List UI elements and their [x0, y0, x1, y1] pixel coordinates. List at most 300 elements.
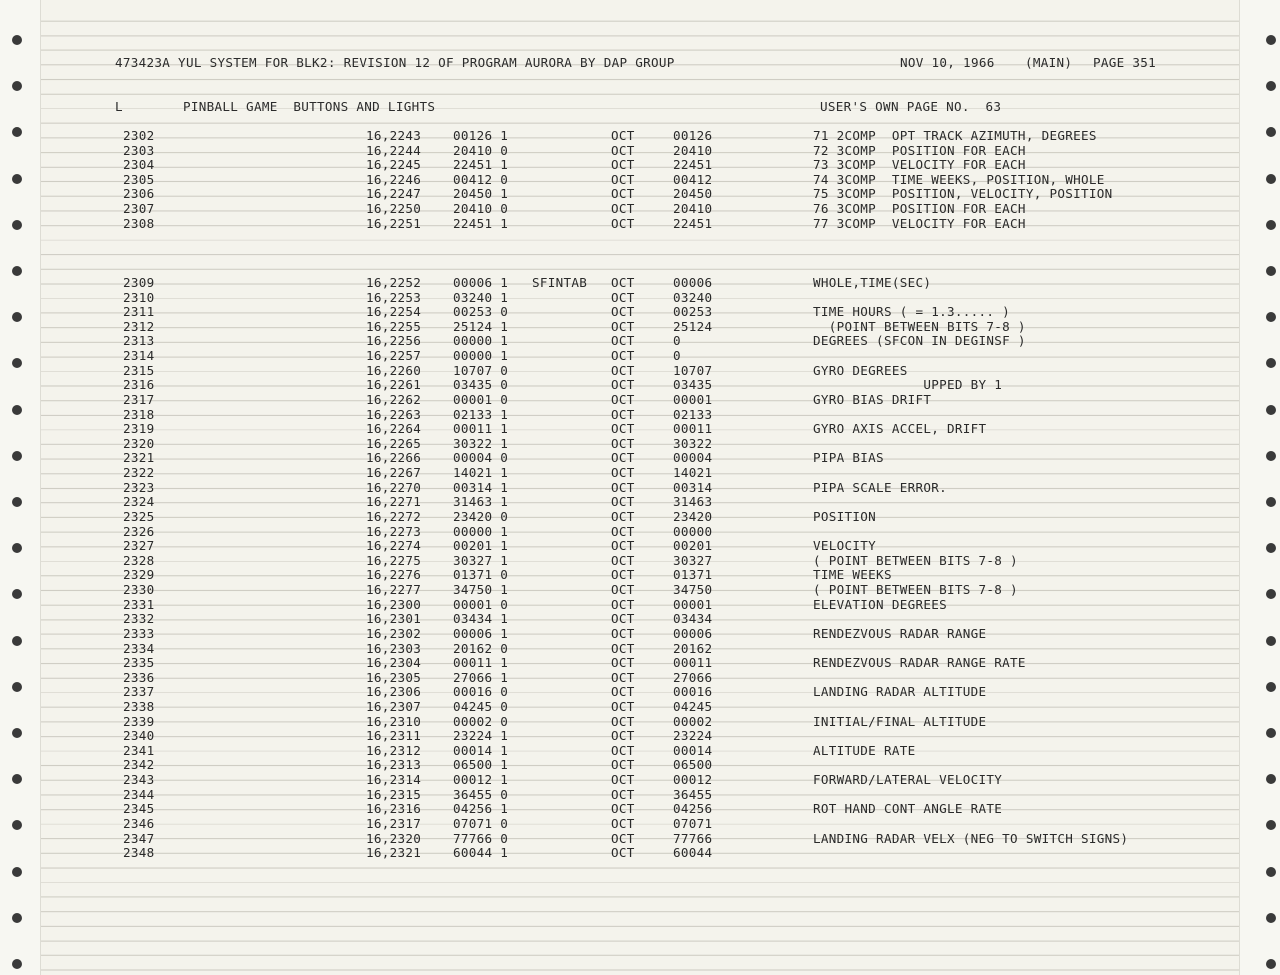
operand-value: 00126 — [673, 128, 713, 143]
listing-row — [0, 291, 1280, 306]
listing-row — [0, 802, 1280, 817]
opcode: OCT — [611, 406, 635, 422]
line-number: 2343 — [123, 772, 155, 788]
listing-row — [0, 217, 1280, 232]
octal-word: 20450 1 — [453, 186, 509, 202]
address: 16,2271 — [366, 494, 422, 510]
opcode: OCT — [611, 128, 635, 143]
line-number: 2318 — [123, 406, 155, 422]
octal-word: 00000 1 — [453, 333, 509, 349]
address: 16,2256 — [366, 333, 422, 349]
opcode: OCT — [611, 275, 635, 290]
opcode: OCT — [611, 333, 635, 349]
section-title: PINBALL GAME BUTTONS AND LIGHTS — [183, 99, 436, 114]
address: 16,2260 — [366, 362, 422, 378]
line-number: 2334 — [123, 640, 155, 656]
line-number: 2330 — [123, 582, 155, 598]
line-number: 2322 — [123, 465, 155, 481]
address: 16,2274 — [366, 538, 422, 554]
address: 16,2320 — [366, 830, 422, 846]
opcode: OCT — [611, 596, 635, 612]
opcode: OCT — [611, 625, 635, 641]
right-sprocket-hole — [1266, 682, 1276, 692]
address: 16,2273 — [366, 523, 422, 539]
address: 16,2243 — [366, 128, 422, 143]
left-sprocket-hole — [12, 959, 22, 969]
line-number: 2312 — [123, 318, 155, 334]
header-page: PAGE 351 — [1093, 55, 1157, 70]
line-number: 2345 — [123, 801, 155, 817]
comment-text: 73 3COMP VELOCITY FOR EACH — [813, 157, 1026, 173]
operand-value: 00001 — [673, 391, 713, 407]
octal-word: 30322 1 — [453, 435, 509, 451]
comment-text: VELOCITY — [813, 538, 877, 554]
octal-word: 00253 0 — [453, 304, 509, 320]
line-number: 2348 — [123, 845, 155, 861]
operand-value: 34750 — [673, 582, 713, 598]
comment-text: LANDING RADAR VELX (NEG TO SWITCH SIGNS) — [813, 830, 1129, 846]
left-sprocket-hole — [12, 266, 22, 276]
operand-value: 23420 — [673, 508, 713, 524]
listing-row — [0, 583, 1280, 598]
octal-word: 00011 1 — [453, 421, 509, 437]
comment-text: RENDEZVOUS RADAR RANGE RATE — [813, 655, 1026, 671]
listing-row — [0, 539, 1280, 554]
comment-text: ELEVATION DEGREES — [813, 596, 947, 612]
line-number: 2338 — [123, 698, 155, 714]
octal-word: 04245 0 — [453, 698, 509, 714]
listing-row — [0, 408, 1280, 423]
listing-row — [0, 744, 1280, 759]
line-number: 2305 — [123, 171, 155, 187]
listing-row — [0, 393, 1280, 408]
comment-text: ( POINT BETWEEN BITS 7-8 ) — [813, 582, 1018, 598]
opcode: OCT — [611, 845, 635, 861]
right-sprocket-hole — [1266, 913, 1276, 923]
opcode: OCT — [611, 538, 635, 554]
right-sprocket-hole — [1266, 959, 1276, 969]
comment-text: GYRO BIAS DRIFT — [813, 391, 932, 407]
listing-row — [0, 378, 1280, 393]
octal-word: 04256 1 — [453, 801, 509, 817]
octal-word: 06500 1 — [453, 757, 509, 773]
listing-row — [0, 422, 1280, 437]
address: 16,2267 — [366, 465, 422, 481]
operand-value: 60044 — [673, 845, 713, 861]
operand-value: 00011 — [673, 421, 713, 437]
line-number: 2324 — [123, 494, 155, 510]
line-number: 2336 — [123, 669, 155, 685]
operand-value: 00000 — [673, 523, 713, 539]
listing-row — [0, 525, 1280, 540]
listing-row — [0, 349, 1280, 364]
section-marker: L — [115, 99, 123, 114]
comment-text: UPPED BY 1 — [813, 377, 1003, 393]
operand-value: 31463 — [673, 494, 713, 510]
address: 16,2251 — [366, 215, 422, 231]
opcode: OCT — [611, 830, 635, 846]
listing-row — [0, 773, 1280, 788]
line-number: 2310 — [123, 289, 155, 305]
octal-word: 22451 1 — [453, 215, 509, 231]
line-number: 2323 — [123, 479, 155, 495]
left-sprocket-hole — [12, 220, 22, 230]
opcode: OCT — [611, 318, 635, 334]
comment-text: ALTITUDE RATE — [813, 742, 916, 758]
opcode: OCT — [611, 362, 635, 378]
listing-row — [0, 715, 1280, 730]
listing-row — [0, 276, 1280, 291]
octal-word: 00006 1 — [453, 275, 509, 290]
opcode: OCT — [611, 728, 635, 744]
address: 16,2312 — [366, 742, 422, 758]
operand-value: 30327 — [673, 552, 713, 568]
address: 16,2313 — [366, 757, 422, 773]
octal-word: 07071 0 — [453, 815, 509, 831]
line-number: 2304 — [123, 157, 155, 173]
listing-row — [0, 642, 1280, 657]
operand-value: 00011 — [673, 655, 713, 671]
octal-word: 00016 0 — [453, 684, 509, 700]
line-number: 2328 — [123, 552, 155, 568]
address: 16,2272 — [366, 508, 422, 524]
address: 16,2253 — [366, 289, 422, 305]
address: 16,2307 — [366, 698, 422, 714]
address: 16,2303 — [366, 640, 422, 656]
comment-text: FORWARD/LATERAL VELOCITY — [813, 772, 1003, 788]
octal-word: 03240 1 — [453, 289, 509, 305]
opcode: OCT — [611, 391, 635, 407]
octal-word: 00006 1 — [453, 625, 509, 641]
line-number: 2340 — [123, 728, 155, 744]
opcode: OCT — [611, 215, 635, 231]
octal-word: 20410 0 — [453, 142, 509, 158]
line-number: 2331 — [123, 596, 155, 612]
opcode: OCT — [611, 655, 635, 671]
address: 16,2301 — [366, 611, 422, 627]
opcode: OCT — [611, 801, 635, 817]
comment-text: DEGREES (SFCON IN DEGINSF ) — [813, 333, 1026, 349]
opcode: OCT — [611, 450, 635, 466]
left-sprocket-hole — [12, 35, 22, 45]
left-sprocket-hole — [12, 867, 22, 877]
comment-text: 72 3COMP POSITION FOR EACH — [813, 142, 1026, 158]
opcode: OCT — [611, 289, 635, 305]
comment-text: 75 3COMP POSITION, VELOCITY, POSITION — [813, 186, 1113, 202]
operand-value: 03435 — [673, 377, 713, 393]
right-sprocket-hole — [1266, 636, 1276, 646]
octal-word: 10707 0 — [453, 362, 509, 378]
opcode: OCT — [611, 815, 635, 831]
address: 16,2275 — [366, 552, 422, 568]
opcode: OCT — [611, 479, 635, 495]
operand-value: 0 — [673, 333, 681, 349]
operand-value: 00001 — [673, 596, 713, 612]
operand-value: 00012 — [673, 772, 713, 788]
listing-row — [0, 612, 1280, 627]
listing-row — [0, 495, 1280, 510]
address: 16,2254 — [366, 304, 422, 320]
line-number: 2302 — [123, 128, 155, 143]
header-date: NOV 10, 1966 — [900, 55, 995, 70]
comment-text: RENDEZVOUS RADAR RANGE — [813, 625, 987, 641]
listing-row — [0, 158, 1280, 173]
opcode: OCT — [611, 508, 635, 524]
operand-value: 00006 — [673, 275, 713, 290]
octal-word: 00412 0 — [453, 171, 509, 187]
left-sprocket-hole — [12, 682, 22, 692]
address: 16,2306 — [366, 684, 422, 700]
comment-text: POSITION — [813, 508, 877, 524]
line-number: 2316 — [123, 377, 155, 393]
operand-value: 22451 — [673, 157, 713, 173]
operand-value: 00201 — [673, 538, 713, 554]
opcode: OCT — [611, 171, 635, 187]
listing-row — [0, 510, 1280, 525]
address: 16,2247 — [366, 186, 422, 202]
listing-row — [0, 364, 1280, 379]
address: 16,2265 — [366, 435, 422, 451]
right-sprocket-hole — [1266, 405, 1276, 415]
opcode: OCT — [611, 304, 635, 320]
address: 16,2304 — [366, 655, 422, 671]
line-number: 2342 — [123, 757, 155, 773]
address: 16,2250 — [366, 201, 422, 217]
address: 16,2263 — [366, 406, 422, 422]
right-sprocket-hole — [1266, 35, 1276, 45]
address: 16,2315 — [366, 786, 422, 802]
right-sprocket-hole — [1266, 266, 1276, 276]
comment-text: TIME WEEKS — [813, 567, 892, 583]
operand-value: 04245 — [673, 698, 713, 714]
opcode: OCT — [611, 684, 635, 700]
users-page-number: USER'S OWN PAGE NO. 63 — [820, 99, 1002, 114]
operand-value: 03434 — [673, 611, 713, 627]
opcode: OCT — [611, 142, 635, 158]
operand-value: 20162 — [673, 640, 713, 656]
operand-value: 25124 — [673, 318, 713, 334]
line-number: 2303 — [123, 142, 155, 158]
listing-row — [0, 627, 1280, 642]
operand-value: 07071 — [673, 815, 713, 831]
address: 16,2246 — [366, 171, 422, 187]
left-sprocket-hole — [12, 405, 22, 415]
opcode: OCT — [611, 348, 635, 364]
octal-word: 23224 1 — [453, 728, 509, 744]
opcode: OCT — [611, 435, 635, 451]
header-mode: (MAIN) — [1025, 55, 1073, 70]
operand-value: 77766 — [673, 830, 713, 846]
left-sprocket-hole — [12, 636, 22, 646]
line-number: 2332 — [123, 611, 155, 627]
line-number: 2347 — [123, 830, 155, 846]
right-sprocket-hole — [1266, 451, 1276, 461]
address: 16,2300 — [366, 596, 422, 612]
comment-text: (POINT BETWEEN BITS 7-8 ) — [813, 318, 1026, 334]
opcode: OCT — [611, 786, 635, 802]
octal-word: 20162 0 — [453, 640, 509, 656]
operand-value: 00014 — [673, 742, 713, 758]
address: 16,2311 — [366, 728, 422, 744]
address: 16,2264 — [366, 421, 422, 437]
left-sprocket-hole — [12, 174, 22, 184]
address: 16,2262 — [366, 391, 422, 407]
left-sprocket-hole — [12, 728, 22, 738]
line-number: 2337 — [123, 684, 155, 700]
opcode: OCT — [611, 465, 635, 481]
symbol-label: SFINTAB — [532, 275, 588, 290]
operand-value: 0 — [673, 348, 681, 364]
address: 16,2305 — [366, 669, 422, 685]
listing-row — [0, 685, 1280, 700]
line-number: 2325 — [123, 508, 155, 524]
line-number: 2307 — [123, 201, 155, 217]
opcode: OCT — [611, 201, 635, 217]
opcode: OCT — [611, 186, 635, 202]
operand-value: 20410 — [673, 142, 713, 158]
comment-text: 71 2COMP OPT TRACK AZIMUTH, DEGREES — [813, 128, 1097, 143]
operand-value: 22451 — [673, 215, 713, 231]
address: 16,2261 — [366, 377, 422, 393]
listing-row — [0, 598, 1280, 613]
comment-text: LANDING RADAR ALTITUDE — [813, 684, 987, 700]
octal-word: 14021 1 — [453, 465, 509, 481]
octal-word: 01371 0 — [453, 567, 509, 583]
left-sprocket-hole — [12, 497, 22, 507]
right-sprocket-hole — [1266, 220, 1276, 230]
octal-word: 34750 1 — [453, 582, 509, 598]
listing-row — [0, 481, 1280, 496]
operand-value: 14021 — [673, 465, 713, 481]
listing-row — [0, 700, 1280, 715]
operand-value: 23224 — [673, 728, 713, 744]
address: 16,2244 — [366, 142, 422, 158]
listing-row — [0, 832, 1280, 847]
address: 16,2266 — [366, 450, 422, 466]
line-number: 2333 — [123, 625, 155, 641]
operand-value: 10707 — [673, 362, 713, 378]
octal-word: 77766 0 — [453, 830, 509, 846]
octal-word: 03435 0 — [453, 377, 509, 393]
right-sprocket-hole — [1266, 728, 1276, 738]
operand-value: 06500 — [673, 757, 713, 773]
octal-word: 00000 1 — [453, 348, 509, 364]
octal-word: 00004 0 — [453, 450, 509, 466]
comment-text: GYRO DEGREES — [813, 362, 908, 378]
line-number: 2306 — [123, 186, 155, 202]
operand-value: 00004 — [673, 450, 713, 466]
octal-word: 23420 0 — [453, 508, 509, 524]
right-sprocket-hole — [1266, 174, 1276, 184]
listing-row — [0, 173, 1280, 188]
comment-text: INITIAL/FINAL ALTITUDE — [813, 713, 987, 729]
line-number: 2335 — [123, 655, 155, 671]
octal-word: 02133 1 — [453, 406, 509, 422]
address: 16,2245 — [366, 157, 422, 173]
octal-word: 20410 0 — [453, 201, 509, 217]
line-number: 2309 — [123, 275, 155, 290]
octal-word: 00000 1 — [453, 523, 509, 539]
comment-text: 76 3COMP POSITION FOR EACH — [813, 201, 1026, 217]
listing-row — [0, 334, 1280, 349]
octal-word: 31463 1 — [453, 494, 509, 510]
address: 16,2276 — [366, 567, 422, 583]
operand-value: 00412 — [673, 171, 713, 187]
operand-value: 00016 — [673, 684, 713, 700]
line-number: 2317 — [123, 391, 155, 407]
octal-word: 00001 0 — [453, 596, 509, 612]
line-number: 2308 — [123, 215, 155, 231]
operand-value: 00314 — [673, 479, 713, 495]
octal-word: 00012 1 — [453, 772, 509, 788]
line-number: 2329 — [123, 567, 155, 583]
line-number: 2320 — [123, 435, 155, 451]
octal-word: 25124 1 — [453, 318, 509, 334]
octal-word: 00002 0 — [453, 713, 509, 729]
listing-row — [0, 437, 1280, 452]
listing-row — [0, 305, 1280, 320]
octal-word: 60044 1 — [453, 845, 509, 861]
listing-row — [0, 451, 1280, 466]
octal-word: 03434 1 — [453, 611, 509, 627]
right-sprocket-hole — [1266, 497, 1276, 507]
address: 16,2310 — [366, 713, 422, 729]
address: 16,2277 — [366, 582, 422, 598]
operand-value: 20450 — [673, 186, 713, 202]
line-number: 2315 — [123, 362, 155, 378]
listing-row — [0, 320, 1280, 335]
octal-word: 22451 1 — [453, 157, 509, 173]
opcode: OCT — [611, 713, 635, 729]
octal-word: 00011 1 — [453, 655, 509, 671]
operand-value: 01371 — [673, 567, 713, 583]
operand-value: 00002 — [673, 713, 713, 729]
comment-text: GYRO AXIS ACCEL, DRIFT — [813, 421, 987, 437]
octal-word: 30327 1 — [453, 552, 509, 568]
line-number: 2314 — [123, 348, 155, 364]
address: 16,2321 — [366, 845, 422, 861]
left-sprocket-hole — [12, 913, 22, 923]
line-number: 2344 — [123, 786, 155, 802]
line-number: 2327 — [123, 538, 155, 554]
opcode: OCT — [611, 772, 635, 788]
listing-row — [0, 656, 1280, 671]
operand-value: 27066 — [673, 669, 713, 685]
address: 16,2255 — [366, 318, 422, 334]
line-number: 2319 — [123, 421, 155, 437]
opcode: OCT — [611, 494, 635, 510]
comment-text: ROT HAND CONT ANGLE RATE — [813, 801, 1003, 817]
line-number: 2313 — [123, 333, 155, 349]
listing-row — [0, 554, 1280, 569]
listing-row — [0, 129, 1280, 144]
comment-text: PIPA SCALE ERROR. — [813, 479, 947, 495]
listing-row — [0, 466, 1280, 481]
listing-row — [0, 817, 1280, 832]
operand-value: 03240 — [673, 289, 713, 305]
address: 16,2270 — [366, 479, 422, 495]
comment-text: 74 3COMP TIME WEEKS, POSITION, WHOLE — [813, 171, 1105, 187]
comment-text: WHOLE,TIME(SEC) — [813, 275, 932, 290]
address: 16,2257 — [366, 348, 422, 364]
operand-value: 20410 — [673, 201, 713, 217]
header-title: 473423A YUL SYSTEM FOR BLK2: REVISION 12 OF PROGRAM AURORA BY DAP GROUP — [115, 55, 675, 70]
line-number: 2311 — [123, 304, 155, 320]
operand-value: 30322 — [673, 435, 713, 451]
listing-row — [0, 144, 1280, 159]
line-number: 2346 — [123, 815, 155, 831]
opcode: OCT — [611, 698, 635, 714]
